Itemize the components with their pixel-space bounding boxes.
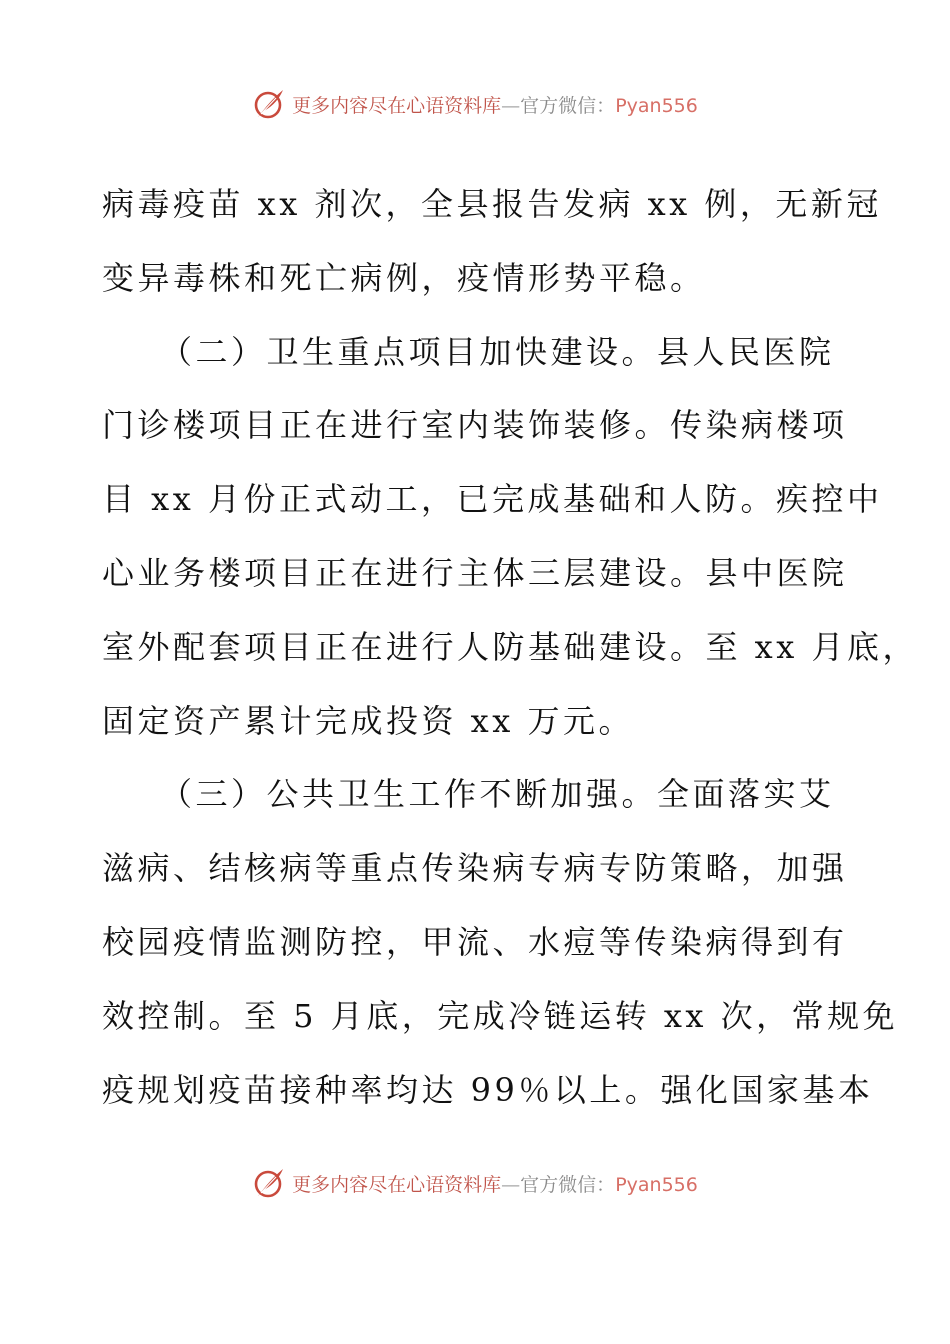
header-watermark-banner xyxy=(0,84,950,124)
watermark-dash: — xyxy=(501,1173,521,1196)
feather-quill-logo-icon xyxy=(252,1166,286,1200)
body-line: 效控制。至 5 月底，完成冷链运转 xx 次，常规免 xyxy=(102,996,899,1035)
body-line: 变异毒株和死亡病例，疫情形势平稳。 xyxy=(102,258,706,297)
section-heading-line: （二）卫生重点项目加快建设。县人民医院 xyxy=(160,332,835,371)
watermark-text xyxy=(292,1170,698,1197)
watermark-official-label: 官方微信： xyxy=(520,1173,616,1196)
feather-quill-logo-icon xyxy=(252,87,286,121)
document-body xyxy=(102,168,918,1127)
watermark-main-text: 更多内容尽在心语资料库 xyxy=(292,1173,502,1196)
body-line: 滋病、结核病等重点传染病专病专防策略，加强 xyxy=(102,849,848,888)
watermark-main-text: 更多内容尽在心语资料库 xyxy=(292,94,502,117)
body-line: 疫规划疫苗接种率均达 99％以上。强化国家基本 xyxy=(102,1070,874,1109)
body-line: 心业务楼项目正在进行主体三层建设。县中医院 xyxy=(102,553,848,592)
watermark-dash: — xyxy=(501,94,521,117)
body-line: 固定资产累计完成投资 xx 万元。 xyxy=(102,701,634,740)
footer-watermark-banner xyxy=(0,1163,950,1203)
watermark-wechat-id: Pyan556 xyxy=(615,94,698,117)
body-line: 目 xx 月份正式动工，已完成基础和人防。疾控中 xyxy=(102,480,883,519)
body-line: 病毒疫苗 xx 剂次，全县报告发病 xx 例，无新冠 xyxy=(102,185,882,223)
watermark-official-label: 官方微信： xyxy=(520,94,616,117)
body-line: 室外配套项目正在进行人防基础建设。至 xx 月底， xyxy=(102,627,918,666)
body-line: 校园疫情监测防控，甲流、水痘等传染病得到有 xyxy=(102,922,848,961)
section-heading-line: （三）公共卫生工作不断加强。全面落实艾 xyxy=(160,775,835,814)
watermark-wechat-id: Pyan556 xyxy=(615,1173,698,1196)
body-line: 门诊楼项目正在进行室内装饰装修。传染病楼项 xyxy=(102,406,848,445)
watermark-text xyxy=(292,91,698,118)
